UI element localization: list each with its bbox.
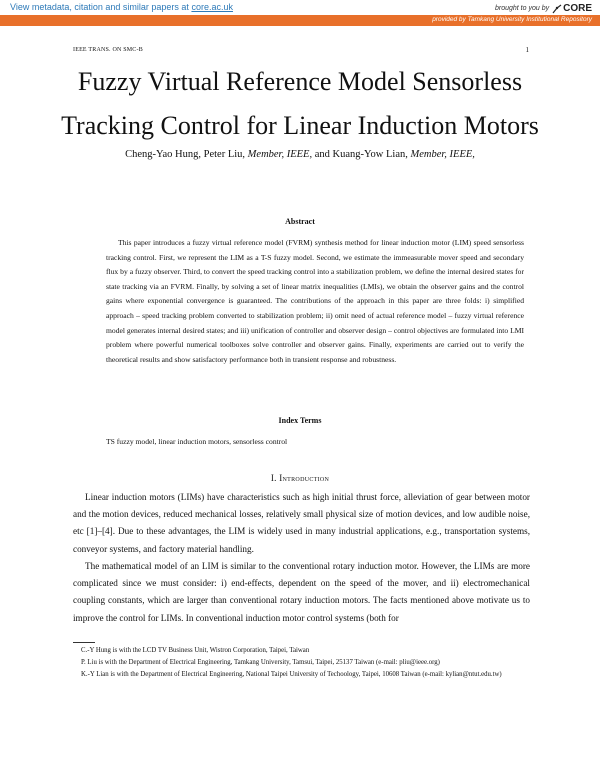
section-heading (0, 473, 600, 483)
core-banner (0, 0, 600, 14)
section-number: I. (270, 473, 280, 483)
authors-part-2: and Kuang-Yow Lian, (312, 149, 411, 160)
page-number: 1 (525, 46, 529, 54)
footnote-3: K.-Y Lian is with the Department of Electrical Engineering, National Taipei University of Techoology, Taipei, 10608 Taiwan (e-mail: kylian@ntut.edu.tw) (81, 671, 502, 678)
brought-to-you-text: brought to you by (495, 5, 550, 12)
footnote-2: P. Liu is with the Department of Electrical Engineering, Tamkang University, Tamsui, Taipei, 25137 Taiwan (e-mail: pliu@ieee.org) (81, 659, 440, 666)
core-link[interactable]: core.ac.uk (191, 2, 233, 12)
core-logo-icon (552, 4, 562, 14)
section-title: Introduction (279, 473, 330, 483)
index-terms-heading: Index Terms (278, 416, 322, 425)
abstract-text: This paper introduces a fuzzy virtual reference model (FVRM) synthesis method for linear induction motor (LIM) speed sensorless tracking control. First, we represent the LIM as a T-S fuzzy model. Second, we estimate the immeasurable mover speed and secondary flux by a fuzzy observer. Third, to convert the speed tracking control into a stabilization problem, we define the internal desired states for state tracking via an FVRM. Finally, by solving a set of linear matrix inequalities (LMIs), we obtain the observer gains and the control gains where exponential convergence is guaranteed. The contributions of the approach in this paper are three folds: i) simplified approach – speed tracking problem converted to stabilization problem; ii) omit need of actual reference model – fuzzy virtual reference model generates internal desired states; and iii) unification of controller and observer design – control objectives are formulated into LMI problem where powerful numerical toolboxes solve controller and observer gains. Finally, experiments are carried out to verify the theoretical results and show satisfactory performance both in transient response and robustness. (106, 238, 524, 364)
member-label-2: Member, IEEE, (410, 149, 475, 160)
core-logo-text: CORE (563, 3, 592, 14)
index-terms-text: TS fuzzy model, linear induction motors, sensorless control (106, 437, 288, 446)
core-metadata-notice (10, 2, 233, 12)
provider-text: provided by Tamkang University Institutional Repository (432, 16, 592, 23)
journal-header: IEEE TRANS. ON SMC-B (73, 47, 143, 53)
core-metadata-text: View metadata, citation and similar papers at (10, 2, 192, 12)
core-logo[interactable] (552, 3, 592, 14)
intro-paragraph-1: Linear induction motors (LIMs) have characteristics such as high initial thrust force, alleviation of gear between motor and the motion devices, reduced mechanical losses, relatively small physical size of motion devices, and low audible noise, etc [1]–[4]. Due to these advantages, the LIM is widely used in many industrial applications, e.g., transportation systems, conveyor systems, and factory material handling. (73, 492, 530, 554)
footnote-rule (73, 642, 95, 643)
author-list (0, 149, 600, 160)
title-line-1: Fuzzy Virtual Reference Model Sensorless (77, 67, 523, 96)
provider-bar (0, 15, 600, 26)
core-brand (495, 3, 592, 14)
abstract-heading: Abstract (285, 217, 315, 226)
title-line-2: Tracking Control for Linear Induction Motors (61, 111, 539, 140)
footnote-1: C.-Y Hung is with the LCD TV Business Unit, Wistron Corporation, Taipei, Taiwan (81, 647, 310, 654)
member-label-1: Member, IEEE, (247, 149, 313, 160)
authors-part-1: Cheng-Yao Hung, Peter Liu, (125, 149, 248, 160)
intro-paragraph-2: The mathematical model of an LIM is similar to the conventional rotary induction motor. However, the LIMs are more complicated since we must consider: i) end-effects, dependent on the speed of the mover, and ii) electromechanical coupling constants, which are larger than conventional rotary induction motors. The facts mentioned above motivate us to improve the control for LIMs. In conventional induction motor control systems (both for (73, 561, 530, 623)
paper-title (0, 60, 600, 148)
